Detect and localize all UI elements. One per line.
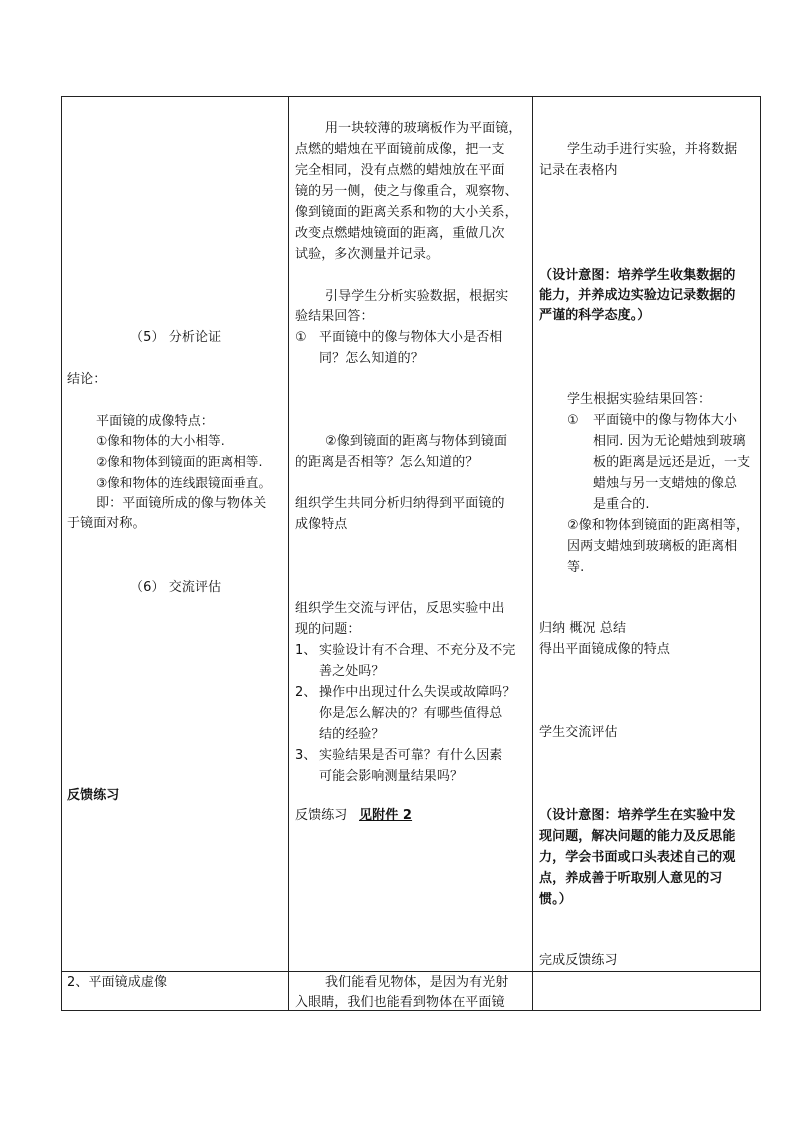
experiment-line-4: 镜的另一侧，使之与像重合，观察物、 (295, 184, 518, 199)
activity-line-1: 学生动手进行实验，并将数据 (567, 142, 738, 157)
answer-1-line-5: 是重合的. (593, 497, 650, 512)
experiment-line-7: 试验，多次测量并记录。 (295, 247, 440, 262)
feedback-text: 反馈练习 (295, 808, 348, 823)
eval-item-2-line-3: 结的经验？ (319, 727, 385, 742)
answer-1-number: ① (567, 413, 579, 428)
answer-2-line-3: 等. (567, 560, 585, 575)
answer-1-line-4: 蜡烛与另一支蜡烛的像总 (593, 476, 738, 491)
conclusion-label: 结论： (67, 372, 107, 387)
feature-3: ③像和物体的连线跟镜面垂直。 (96, 475, 272, 490)
induce-line-1: 归纳 概况 总结 (539, 621, 627, 636)
design-intent-1-line-2: 能力，并养成边实验边记录数据的 (539, 288, 736, 303)
design-intent-2-line-5: 惯。） (539, 892, 572, 907)
answer-1-line-2: 相同. 因为无论蜡烛到玻璃 (593, 434, 746, 449)
question-1-number: ① (295, 330, 307, 345)
answer-1-line-3: 板的距离是远还是近，一支 (593, 455, 751, 470)
eval-item-3-line-2: 可能会影响测量结果吗？ (319, 769, 464, 784)
induce-line-2: 得出平面镜成像的特点 (539, 642, 671, 657)
eval-item-2-line-2: 你是怎么解决的？有哪些值得总 (319, 706, 503, 721)
design-intent-1-line-1: （设计意图：培养学生收集数据的 (539, 268, 736, 283)
analysis-heading: （5） 分析论证 (130, 330, 222, 345)
design-intent-2-line-3: 力，学会书面或口头表述自己的观 (539, 850, 736, 865)
answer-2-line-1: ②像和物体到镜面的距离相等， (567, 518, 750, 533)
activity-line-2: 记录在表格内 (539, 163, 618, 178)
experiment-line-6: 改变点燃蜡烛镜面的距离，重做几次 (295, 226, 505, 241)
evaluate-heading: （6） 交流评估 (130, 580, 222, 595)
eval-item-2-number: 2、 (295, 685, 317, 700)
student-exchange: 学生交流评估 (539, 725, 618, 740)
guide-line-2: 验结果回答： (295, 309, 374, 324)
question-1-line-2: 同？怎么知道的？ (319, 351, 424, 366)
eval-item-1-number: 1、 (295, 643, 317, 658)
experiment-line-3: 完全相同，没有点燃的蜡烛放在平面 (295, 163, 505, 178)
middle-column (289, 97, 532, 1010)
virtual-image-line-1: 我们能看见物体，是因为有光射 (325, 975, 509, 990)
answer-1-line-1: 平面镜中的像与物体大小 (593, 413, 738, 428)
lesson-table (61, 96, 761, 1011)
left-column (62, 97, 288, 1010)
question-2-line-2: 的距离是否相等？怎么知道的？ (295, 455, 479, 470)
feature-2: ②像和物体到镜面的距离相等. (96, 454, 263, 469)
eval-item-1-line-1: 实验设计有不合理、不充分及不完 (319, 643, 516, 658)
guide-line-1: 引导学生分析实验数据，根据实 (325, 289, 509, 304)
evaluate-line-1: 组织学生交流与评估，反思实验中出 (295, 601, 505, 616)
organize-line-2: 成像特点 (295, 517, 348, 532)
virtual-image-line-2: 入眼睛，我们也能看到物体在平面镜 (295, 995, 505, 1010)
question-1-line-1: 平面镜中的像与物体大小是否相 (319, 330, 503, 345)
complete-feedback: 完成反馈练习 (539, 953, 618, 968)
section-2-title: 2、平面镜成虚像 (67, 975, 168, 990)
eval-item-3-number: 3、 (295, 748, 317, 763)
organize-line-1: 组织学生共同分析归纳得到平面镜的 (295, 496, 505, 511)
summary-line-1: 即：平面镜所成的像与物体关 (96, 496, 267, 511)
features-title: 平面镜的成像特点： (96, 414, 214, 429)
design-intent-1-line-3: 严谨的科学态度。） (539, 308, 651, 323)
eval-item-3-line-1: 实验结果是否可靠？有什么因素 (319, 748, 503, 763)
design-intent-2-line-4: 点，养成善于听取别人意见的习 (539, 871, 723, 886)
answer-intro: 学生根据实验结果回答： (567, 392, 712, 407)
eval-item-1-line-2: 善之处吗？ (319, 664, 385, 679)
design-intent-2-line-1: （设计意图：培养学生在实验中发 (539, 808, 736, 823)
right-column (533, 97, 760, 1010)
feedback-label: 反馈练习 (67, 788, 120, 803)
experiment-line-5: 像到镜面的距离关系和物的大小关系， (295, 205, 518, 220)
design-intent-2-line-2: 现问题，解决问题的能力及反思能 (539, 829, 736, 844)
eval-item-2-line-1: 操作中出现过什么失误或故障吗？ (319, 685, 516, 700)
feedback-attachment-link[interactable]: 见附件 2 (359, 808, 413, 823)
feature-1: ①像和物体的大小相等. (96, 433, 225, 448)
question-2-line-1: ②像到镜面的距离与物体到镜面 (325, 434, 508, 449)
evaluate-line-2: 现的问题： (295, 622, 361, 637)
experiment-line-1: 用一块较薄的玻璃板作为平面镜， (325, 121, 522, 136)
summary-line-2: 于镜面对称。 (67, 516, 146, 531)
answer-2-line-2: 因两支蜡烛到玻璃板的距离相 (567, 539, 738, 554)
experiment-line-2: 点燃的蜡烛在平面镜前成像，把一支 (295, 142, 505, 157)
